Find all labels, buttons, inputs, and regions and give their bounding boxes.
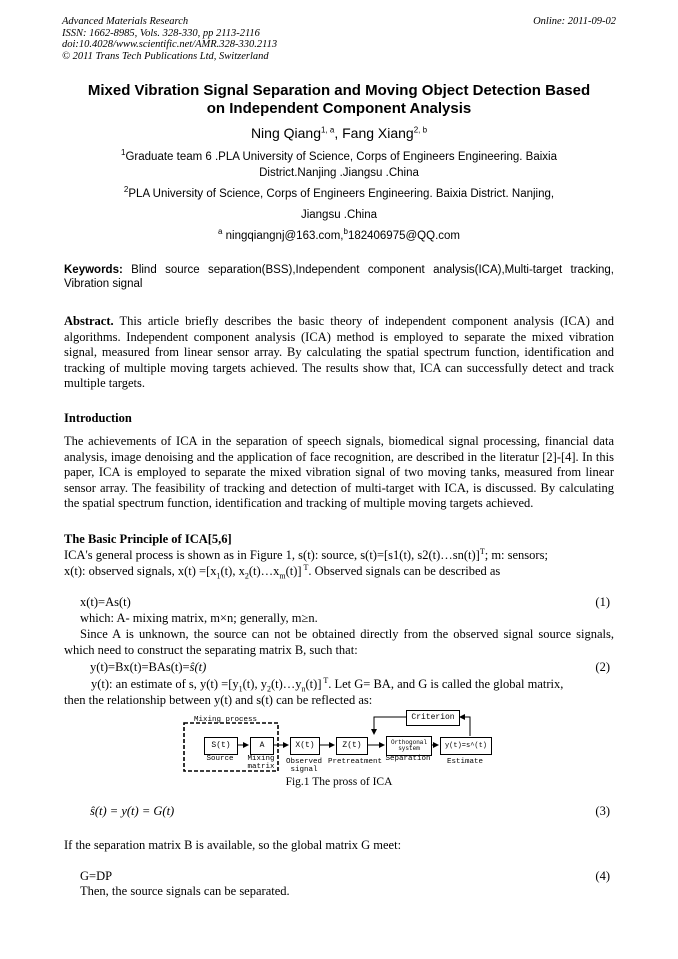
principle-text-2d: (t)] [285, 563, 302, 578]
doi-line: doi:10.4028/www.scientific.net/AMR.328-330.2113 [62, 39, 278, 50]
source-box: S(t) [204, 737, 238, 755]
estimate-text-d: (t)] [305, 677, 322, 691]
label-mixing-matrix: Mixing matrix [247, 755, 275, 771]
figure-1-caption: Fig.1 The pross of ICA [285, 776, 393, 788]
transpose-mark-3: T [321, 675, 329, 685]
line-criterion-down [374, 717, 406, 728]
equation-3-number: (3) [595, 804, 610, 818]
affiliations [62, 149, 616, 244]
final-sentence: Then, the source signals can be separated. [80, 884, 290, 898]
email-a: ningqiangnj@163.com, [222, 230, 344, 242]
estimate-paragraph [64, 677, 624, 708]
affiliation-2-mark: 2 [123, 185, 129, 195]
principle-paragraph [64, 548, 624, 579]
orthogonal-system-box: Orthogonal system [386, 736, 432, 756]
abstract [64, 314, 614, 392]
paper-title [40, 82, 638, 118]
email-b-mark: b [343, 227, 348, 237]
criterion-box: Criterion [406, 710, 460, 726]
affiliation-2 [62, 186, 616, 202]
transpose-mark-1: T [479, 546, 485, 556]
transpose-mark-2: T [301, 562, 309, 572]
since-paragraph: Since A is unknown, the source can not be obtained directly from the observed signal source signals, which need to construct the separating matrix B, such that: [64, 627, 614, 657]
keywords-text: Blind source separation(BSS),Independent component analysis(ICA),Multi-target tracking, Vibration signal [64, 264, 614, 290]
estimate-text-c: (t)…y [270, 677, 302, 691]
sub-2: 2 [244, 571, 249, 580]
principle-heading: The Basic Principle of ICA[5,6] [64, 532, 232, 546]
author-2: Fang Xiang [342, 125, 414, 141]
affiliation-2-line-2: Jiangsu .China [300, 209, 378, 221]
mixing-process-label: Mixing process [194, 716, 258, 724]
email-b: 182406975@QQ.com [347, 230, 460, 242]
separation-matrix-sentence: If the separation matrix B is available, so the global matrix G meet: [64, 838, 402, 852]
estimate-text-b: (t), y [242, 677, 267, 691]
email-a-mark: a [218, 227, 223, 237]
principle-text-1a: ICA's general process is shown as in Figure 1, s(t): source, s(t)=[s1(t), s2(t)…sn(t)] [64, 548, 480, 562]
equation-1-number: (1) [595, 595, 610, 609]
principle-text-2a: x(t): observed signals, x(t) =[x [64, 563, 217, 578]
journal-name: Advanced Materials Research [62, 16, 189, 27]
keywords [64, 263, 614, 291]
affiliation-1-mark: 1 [121, 148, 126, 158]
observed-signal-box: X(t) [290, 737, 320, 755]
principle-text-2b: (t), x [220, 563, 245, 578]
pretreatment-box: Z(t) [336, 737, 368, 755]
equation-1: x(t)=As(t) [80, 595, 131, 609]
running-header [62, 16, 277, 62]
equation-4-number: (4) [595, 869, 610, 883]
emails [62, 228, 616, 244]
sub-m: m [279, 571, 286, 580]
which-line: which: A- mixing matrix, m×n; generally, m≥n. [80, 611, 318, 625]
estimate-text-e: . Let G= BA, and G is called the global matrix, [328, 677, 564, 691]
title-line-1: Mixed Vibration Signal Separation and Moving Object Detection Based [87, 82, 591, 99]
principle-text-2e: . Observed signals can be described as [308, 563, 501, 578]
principle-text-2c: (t)…x [248, 563, 280, 578]
issn-line: ISSN: 1662-8985, Vols. 328-330, pp 2113-2116 [62, 27, 260, 39]
equation-2-text: y(t)=Bx(t)=BAs(t)= [90, 660, 190, 674]
affiliation-2-line-1: PLA University of Science, Corps of Engineers Engineering. Baixia District. Nanjing, [128, 188, 555, 200]
introduction-text: The achievements of ICA in the separation of speech signals, biomedical signal processing, financial data analysis, image denoising and the application of face recognition, are described in the literatur [2]-[4]. In this paper, ICA is employed to separate the mixed vibration signal of two moving tanks, measured from linear sensor array. The feasibility of tracking and detection of multi-target with ICA, is discussed. By calculating the spatial spectrum function, identification and tracking of multiple moving targets achieved. [64, 434, 614, 510]
mixing-matrix-box: A [250, 737, 274, 755]
estimate-box: y(t)=s^(t) [440, 737, 492, 755]
introduction-heading: Introduction [64, 411, 132, 425]
arrow-y-to-criterion [460, 717, 470, 736]
estimate-line-1 [64, 677, 624, 693]
author-1: Ning Qiang [250, 125, 321, 141]
label-observed-signal: Observed signal [285, 758, 322, 774]
author-separator: , [334, 125, 343, 141]
abstract-label: Abstract. [64, 314, 114, 328]
principle-line-1 [64, 548, 624, 564]
title-line-2: on Independent Component Analysis [206, 100, 472, 117]
copyright-line: © 2011 Trans Tech Publications Ltd, Switzerland [62, 50, 269, 62]
principle-line-2 [64, 564, 624, 580]
label-estimate: Estimate [446, 758, 483, 766]
online-date: Online: 2011-09-02 [533, 16, 616, 27]
author-list [40, 125, 638, 141]
y-sub-2: 2 [266, 684, 271, 694]
equation-2 [90, 660, 206, 675]
label-source: Source [206, 755, 234, 763]
author-1-affil: 1, a [320, 125, 335, 135]
equation-2-estimate: ŝ(t) [189, 660, 207, 674]
label-pretreatment: Pretreatment [328, 758, 383, 766]
estimate-line-2: then the relationship between y(t) and s(t) can be reflected as: [64, 692, 373, 707]
y-sub-1: 1 [238, 684, 243, 694]
affiliation-1-line-2: District.Nanjing .Jiangsu .China [259, 167, 419, 179]
author-2-affil: 2, b [413, 125, 428, 135]
equation-4: G=DP [80, 869, 113, 883]
affiliation-1 [62, 149, 616, 165]
estimate-text-a: y(t): an estimate of s, y(t) =[y [91, 677, 239, 691]
abstract-text: This article briefly describes the basic theory of independent component analysis (ICA) and algorithms. Independent component analysis (ICA) method is employed to separate the mixed vibration signal, measured from linear sensor array. By calculating the spatial spectrum function, identification and tracking of multiple moving targets achieved. The results show that, ICA can successfully detect and track multiple targets. [64, 314, 614, 390]
principle-text-1b: ; m: sensors; [484, 548, 548, 562]
equation-3: ŝ(t) = y(t) = G(t) [90, 804, 175, 818]
affiliation-1-line-1: Graduate team 6 .PLA University of Science, Corps of Engineers Engineering. Baixia [125, 151, 557, 163]
keywords-label: Keywords: [64, 264, 123, 276]
y-sub-n: n [301, 684, 306, 694]
label-separation: Separation [385, 755, 431, 763]
sub-1: 1 [216, 571, 221, 580]
equation-2-number: (2) [595, 660, 610, 674]
